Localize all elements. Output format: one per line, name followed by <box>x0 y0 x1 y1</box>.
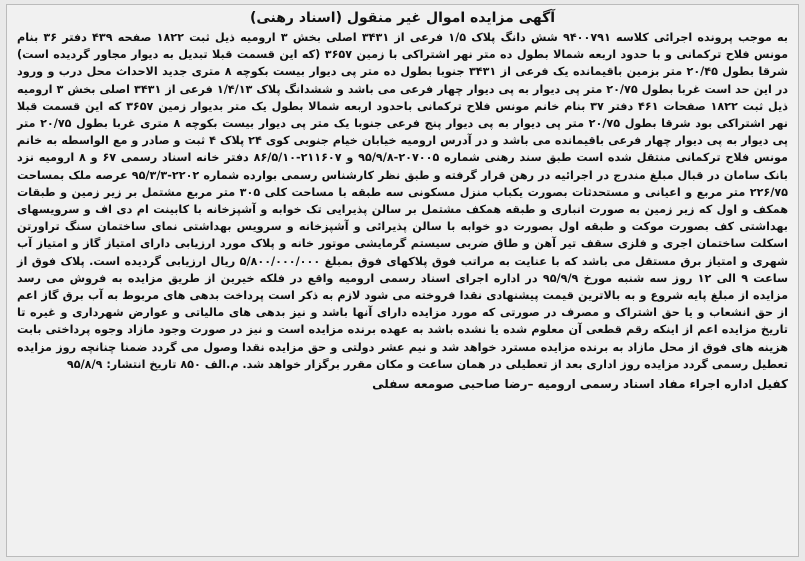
notice-body: به موجب پرونده اجرائی کلاسه ۹۴۰۰۷۹۱ شش دانگ پلاک ۱/۵ فرعی از ۳۴۳۱ اصلی بخش ۳ ارومیه ذیل ثبت ۱۸۲۲ صفحه ۴۳۹ دفتر ۳۶ بنام مونس فلاح ترکمانی و با حدود اربعه شمالا بطول ده متر نهر اشتراکی با زمین ۳۶۵۷ (که این قسمت قبلا تبدیل به دیوار مجاور گردیده است) شرقا بطول ۲۰/۴۵ متر بزمین باقیمانده یک فرعی از ۳۴۳۱ جنوبا بطول ده متر پی دیوار بیست بکوچه ۸ متری جدید الاحداث محل درب و ورود در این حد است غربا بطول ۲۰/۷۵ متر پی دیوار به پی دیوار چهار فرعی می باشد و ششدانگ پلاک ۱/۴/۱۳ فرعی از ۳۴۳۱ اصلی بخش ۳ ارومیه ذیل ثبت ۱۸۲۲ صفحات ۴۶۱ دفتر ۳۷ بنام خانم مونس فلاح ترکمانی باحدود اربعه شمالا بطول یک متر بدیوار زمین ۳۶۵۷ که این قسمت قبلا نهر اشتراکی بود شرقا بطول ۲۰/۷۵ متر پی دیوار به پی دیوار پنج فرعی جنوبا یک متر پی دیوار بیست بکوچه ۸ متری غربا بطول ۲۰/۷۵ متر پی دیوار به پی دیوار چهار فرعی باقیمانده می باشد و در آدرس ارومیه خیابان خیام جنوبی کوی ۲۴ پلاک ۴ ثبت و صادر و مع الواسطه به خانم مونس فلاح ترکمانی منتقل شده است طبق سند رهنی شماره ۲۰۷۰۰۵-۹۵/۹/۸ و ۲۱۱۶۰۷-۸۶/۵/۱۰ دفتر خانه اسناد رسمی ۶۷ و ۸ ارومیه نزد بانک سامان در قبال مبلغ مندرج در اجرائیه در رهن قرار گرفته و طبق نظر کارشناس رسمی بوارده شماره ۲۲۰۲-۹۵/۳/۳ عرصه ملک بمساحت ۲۲۶/۷۵ متر مربع و اعیانی و مستحدثات بصورت یکباب منزل مسکونی سه طبقه با مساحت کلی ۳۰۵ متر مربع مشتمل بر زیر زمین و طبقات همکف و اول که زیر زمین به صورت انباری و طبقه همکف مشتمل بر سالن پذیرایی تک خوابه و آشپزخانه با کابینت ام دی اف و سرویسهای بهداشتی کف بصورت موکت و طبقه اول بصورت دو خوابه با سالن پذیرائی و آشپزخانه و سرویس بهداشتی نمای ساختمان سنگ تراورتن اسکلت ساختمان اجری و فلزی سقف تیر آهن و طاق ضربی سیستم گرمایشی موتور خانه و پلاک مورد ارزیابی دارای امتیاز گاز و امتیاز آب شهری و امتیاز برق مستقل می باشد که با عنایت به مراتب فوق پلاکهای فوق بمبلغ ۵/۸۰۰/۰۰۰/۰۰۰ ریال ارزیابی گردیده است. پلاک فوق از ساعت ۹ الی ۱۲ روز سه شنبه مورخ ۹۵/۹/۹ در اداره اجرای اسناد رسمی ارومیه واقع در فلکه خیرین از طریق مزایده به فروش می رسد مزایده از مبلغ پایه شروع و به بالاترین قیمت پیشنهادی نقدا فروخته می شود لازم به ذکر است پرداخت بدهی های مربوط به آب برق گاز اعم از حق انشعاب و یا حق اشتراک و مصرف در صورتی که مورد مزایده دارای آنها باشد و نیز بدهی های مالیاتی و عوارض شهرداری و غیره تا تاریخ مزایده اعم از اینکه رقم قطعی آن معلوم شده یا نشده باشد به عهده برنده مزایده است و نیز در صورت وجود مازاد وجوه پرداختی بابت هزینه های فوق از محل مازاد به برنده مزایده مسترد خواهد شد و نیم عشر دولتی و حق مزایده نقدا وصول می گردد ضمنا چنانچه روز مزایده تعطیل رسمی گردد مزایده روز اداری بعد از تعطیلی در همان ساعت و مکان مقرر برگزار خواهد شد. م.الف ۸۵۰ تاریخ انتشار: ۹۵/۸/۹ <box>17 31 789 371</box>
notice-title: آگهی مزایده اموال غیر منقول (اسناد رهنی) <box>249 10 556 26</box>
notice-signature: کفیل اداره اجراء مفاد اسناد رسمی ارومیه –رضا صاحبی صومعه سفلی <box>372 377 788 392</box>
auction-notice <box>6 4 799 557</box>
